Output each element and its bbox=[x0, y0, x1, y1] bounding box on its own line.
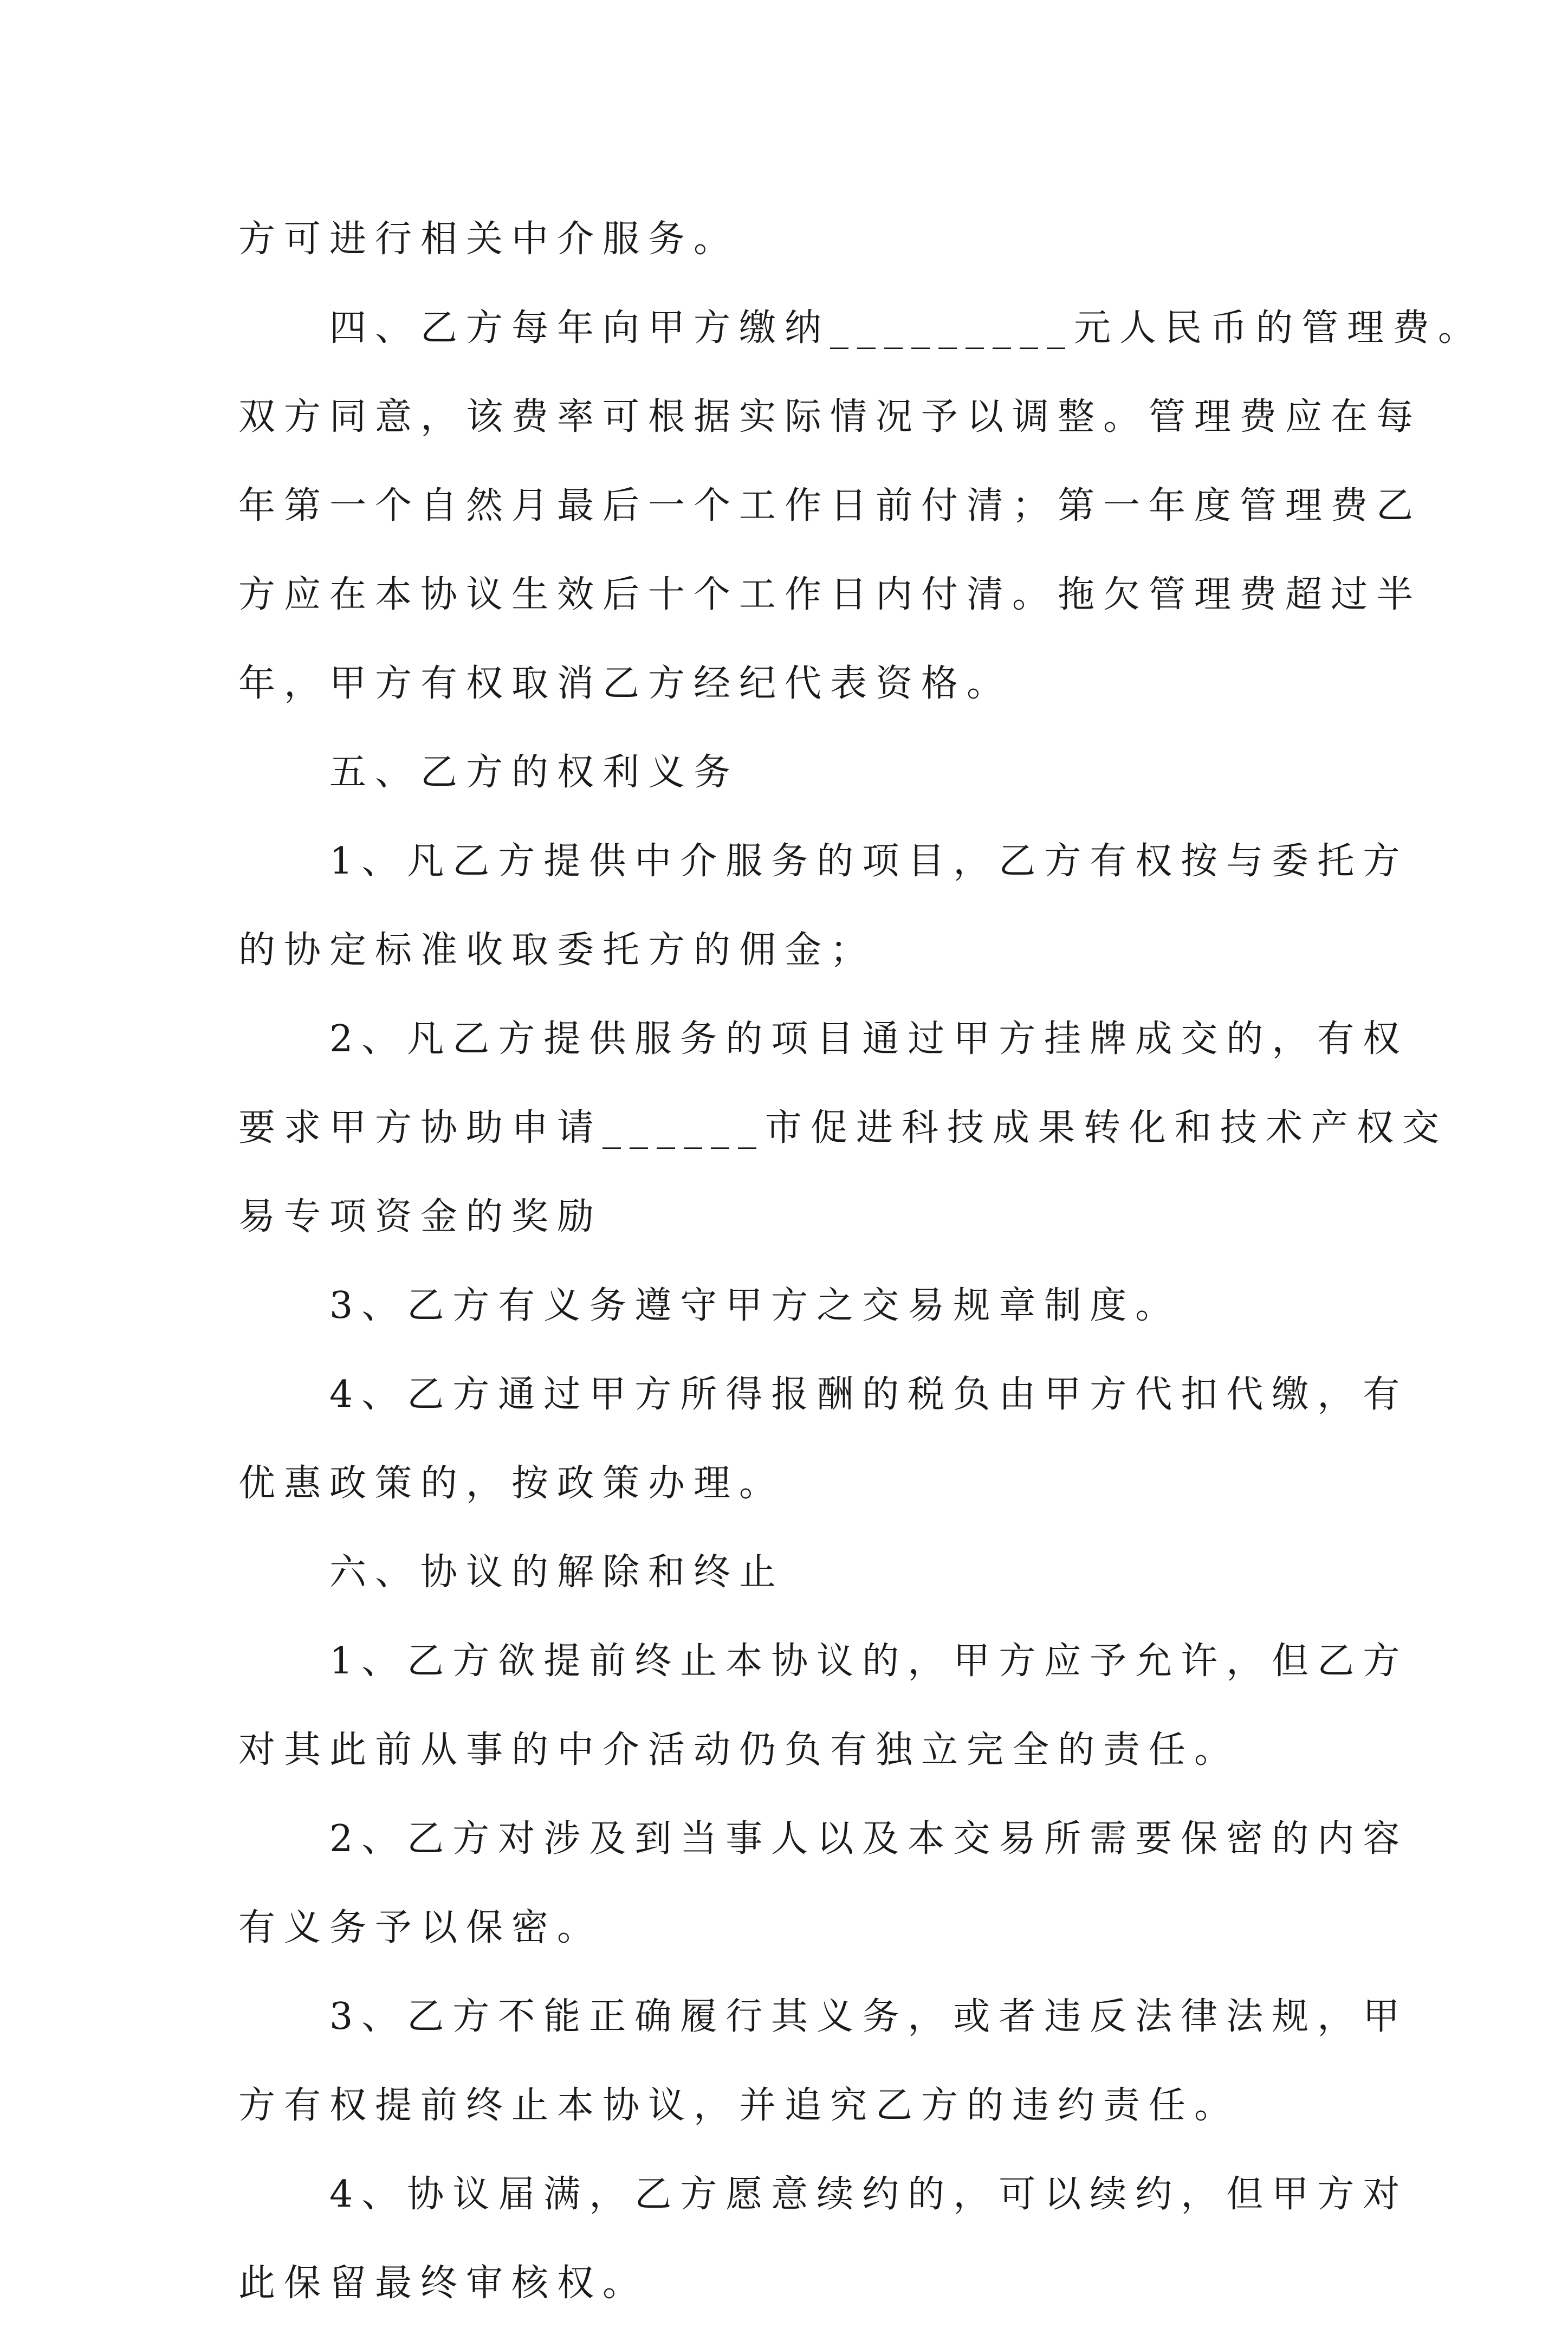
text-line: 年第一个自然月最后一个工作日前付清；第一年度管理费乙 bbox=[238, 484, 1422, 527]
text-line: 1、乙方欲提前终止本协议的，甲方应予允许，但乙方 bbox=[238, 1640, 1409, 1683]
text-line: 4、协议届满，乙方愿意续约的，可以续约，但甲方对 bbox=[238, 2173, 1409, 2216]
text-line: 2、凡乙方提供服务的项目通过甲方挂牌成交的，有权 bbox=[238, 1018, 1409, 1060]
text-line: 方有权提前终止本协议，并追究乙方的违约责任。 bbox=[238, 2084, 1240, 2127]
text-line: 的协定标准收取委托方的佣金； bbox=[238, 929, 876, 972]
text-line: 有义务予以保密。 bbox=[238, 1906, 603, 1949]
text-line: 对其此前从事的中介活动仍负有独立完全的责任。 bbox=[238, 1729, 1240, 1771]
text-line: 年，甲方有权取消乙方经纪代表资格。 bbox=[238, 662, 1013, 705]
text-line: 3、乙方有义务遵守甲方之交易规章制度。 bbox=[238, 1284, 1181, 1327]
text-line: 方应在本协议生效后十个工作日内付清。拖欠管理费超过半 bbox=[238, 573, 1422, 616]
text-line: 易专项资金的奖励 bbox=[238, 1195, 603, 1238]
text-line: 此保留最终审核权。 bbox=[238, 2262, 649, 2305]
text-line: 方可进行相关中介服务。 bbox=[238, 218, 740, 261]
text-line: 要求甲方协助申请______市促进科技成果转化和技术产权交 bbox=[238, 1107, 1448, 1149]
text-line: 优惠政策的，按政策办理。 bbox=[238, 1462, 785, 1505]
document-body bbox=[238, 195, 1484, 2328]
text-line: 3、乙方不能正确履行其义务，或者违反法律法规，甲 bbox=[238, 1995, 1409, 2038]
text-line: 双方同意，该费率可根据实际情况予以调整。管理费应在每 bbox=[238, 396, 1422, 438]
text-line: 2、乙方对涉及到当事人以及本交易所需要保密的内容 bbox=[238, 1818, 1409, 1860]
text-line: 4、乙方通过甲方所得报酬的税负由甲方代扣代缴，有 bbox=[238, 1373, 1409, 1416]
section-heading: 五、乙方的权利义务 bbox=[238, 751, 740, 794]
text-line: 四、乙方每年向甲方缴纳_________元人民币的管理费。 bbox=[238, 307, 1484, 350]
text-line: 1、凡乙方提供中介服务的项目，乙方有权按与委托方 bbox=[238, 840, 1409, 883]
section-heading: 六、协议的解除和终止 bbox=[238, 1551, 785, 1594]
